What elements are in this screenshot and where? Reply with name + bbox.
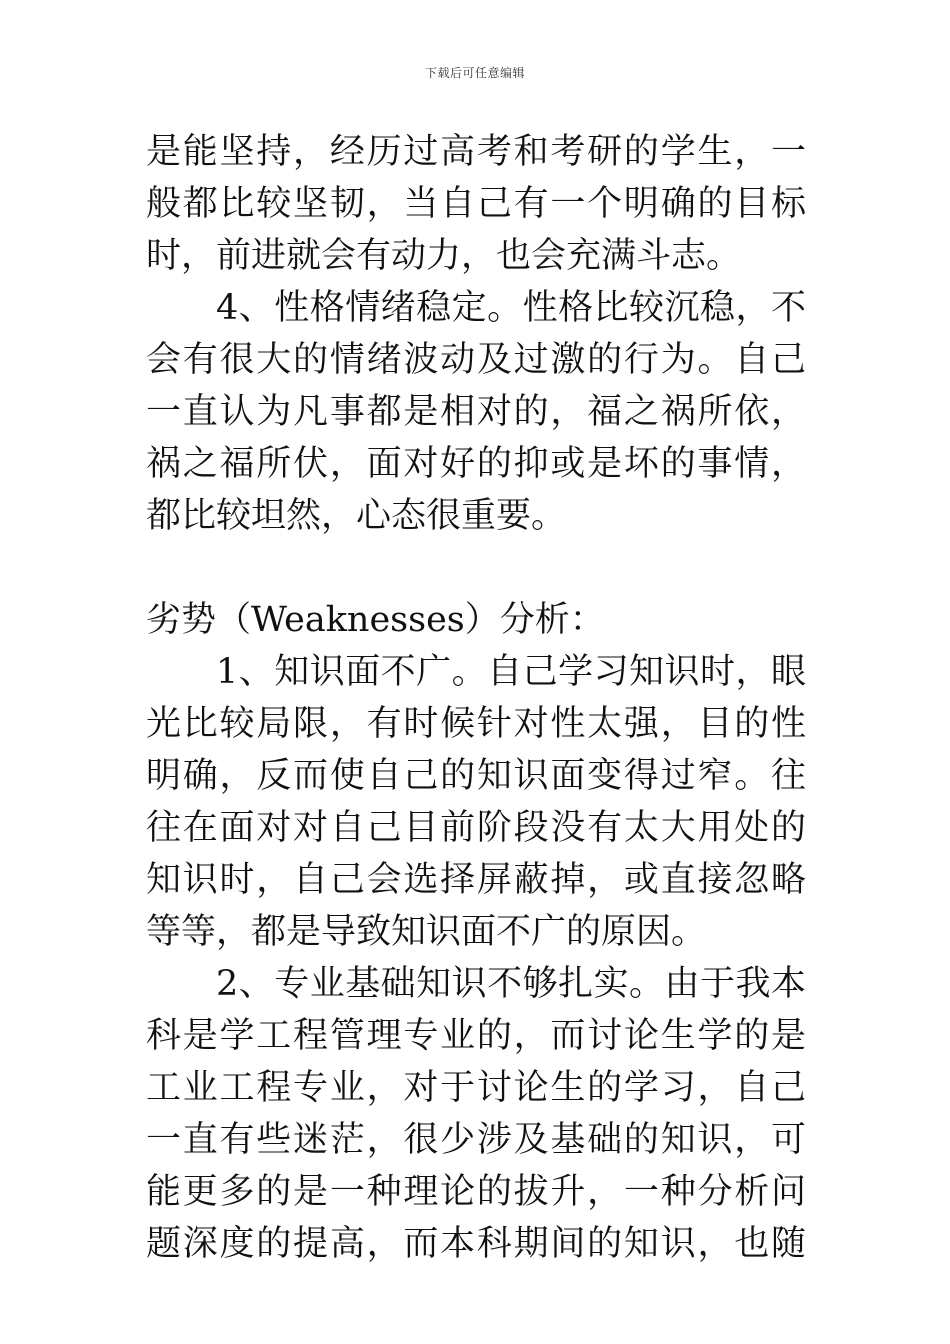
- text-line: 光比较局限，有时候针对性太强，目的性: [146, 704, 806, 744]
- text-line: 是能坚持，经历过高考和考研的学生，一: [146, 132, 806, 172]
- text-line: 工业工程专业，对于讨论生的学习，自己: [146, 1068, 806, 1108]
- text-line: 题深度的提高，而本科期间的知识，也随: [146, 1224, 806, 1264]
- text-line: 2、专业基础知识不够扎实。由于我本: [216, 964, 806, 1004]
- text-line: 4、性格情绪稳定。性格比较沉稳，不: [216, 288, 806, 328]
- text-line: 1、知识面不广。自己学习知识时，眼: [216, 652, 806, 692]
- document-body: [146, 126, 806, 1270]
- text-line: 等等，都是导致知识面不广的原因。: [146, 912, 707, 952]
- text-line: 能更多的是一种理论的拔升，一种分析问: [146, 1172, 806, 1212]
- text-line: 时，前进就会有动力，也会充满斗志。: [146, 236, 742, 276]
- text-line: 知识时，自己会选择屏蔽掉，或直接忽略: [146, 860, 806, 900]
- text-line: 一直有些迷茫，很少涉及基础的知识，可: [146, 1120, 806, 1160]
- blank-line: [146, 542, 806, 594]
- text-line: 一直认为凡事都是相对的，福之祸所依，: [146, 392, 806, 432]
- page-header: 下载后可任意编辑: [424, 66, 525, 80]
- text-line: 祸之福所伏，面对好的抑或是坏的事情，: [146, 444, 806, 484]
- section-heading-weaknesses: 劣势（Weaknesses）分析：: [146, 600, 605, 640]
- text-line: 都比较坦然，心态很重要。: [146, 496, 567, 536]
- text-line: 往在面对对自己目前阶段没有太大用处的: [146, 808, 806, 848]
- text-line: 般都比较坚韧，当自己有一个明确的目标: [146, 184, 806, 224]
- text-line: 明确，反而使自己的知识面变得过窄。往: [146, 756, 806, 796]
- text-line: 会有很大的情绪波动及过激的行为。自己: [146, 340, 806, 380]
- text-line: 科是学工程管理专业的，而讨论生学的是: [146, 1016, 806, 1056]
